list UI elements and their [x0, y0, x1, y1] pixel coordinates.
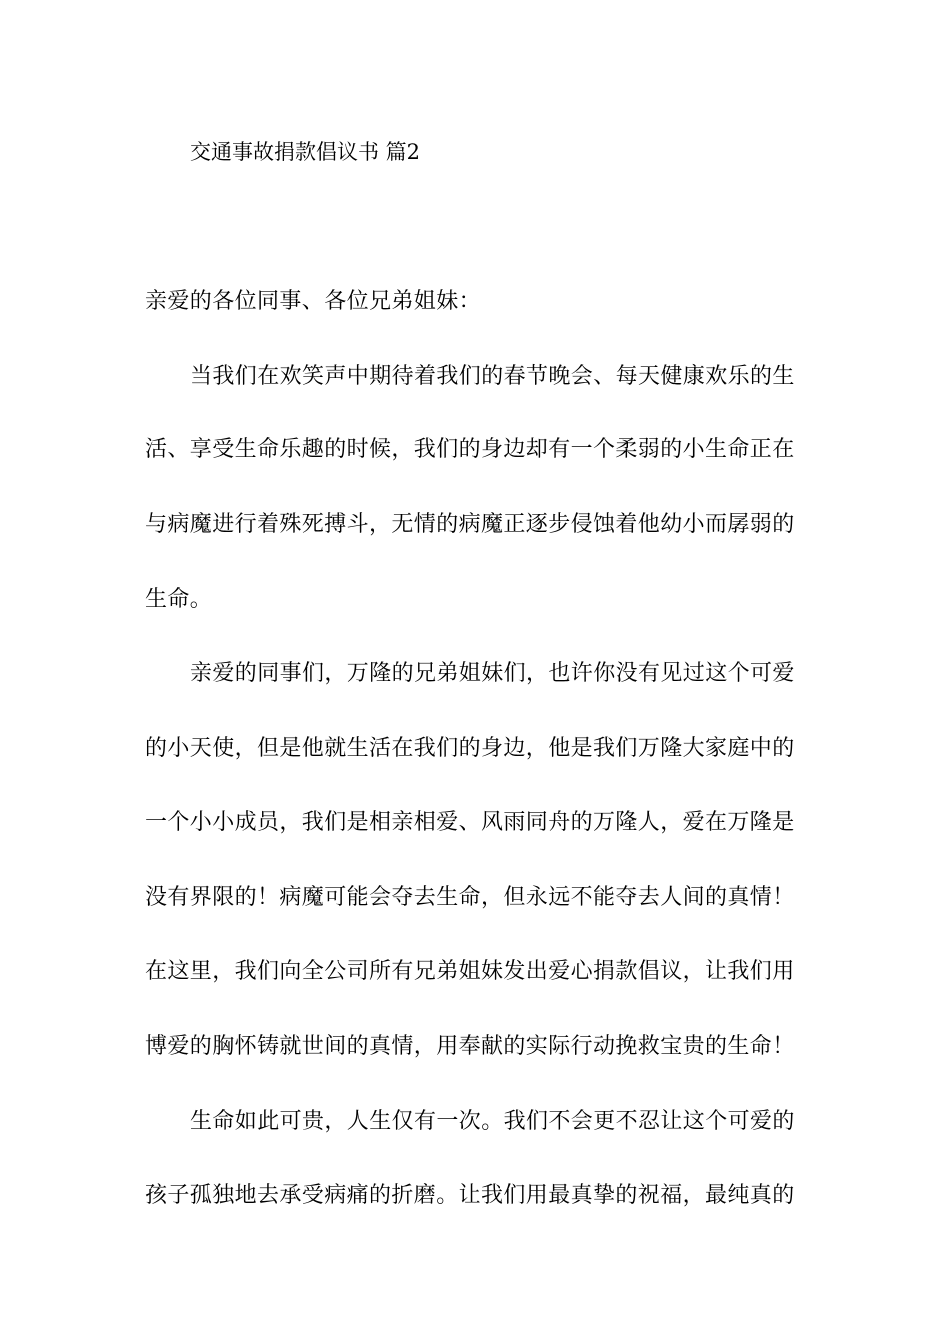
salutation: 亲爱的各位同事、各位兄弟姐妹：	[145, 289, 482, 314]
paragraph-1-line-1: 当我们在欢笑声中期待着我们的春节晚会、每天健康欢乐的生	[190, 364, 795, 389]
paragraph-3-line-1: 生命如此可贵，人生仅有一次。我们不会更不忍让这个可爱的	[190, 1109, 795, 1134]
paragraph-2-line-4: 没有界限的！病魔可能会夺去生命，但永远不能夺去人间的真情！	[145, 885, 795, 910]
paragraph-1-line-2: 活、享受生命乐趣的时候，我们的身边却有一个柔弱的小生命正在	[145, 437, 795, 462]
paragraph-2-line-2: 的小天使，但是他就生活在我们的身边，他是我们万隆大家庭中的	[145, 736, 795, 761]
paragraph-3-line-2: 孩子孤独地去承受病痛的折磨。让我们用最真挚的祝福，最纯真的	[145, 1183, 795, 1208]
paragraph-2-line-6: 博爱的胸怀铸就世间的真情，用奉献的实际行动挽救宝贵的生命！	[145, 1034, 795, 1059]
paragraph-1-line-3: 与病魔进行着殊死搏斗，无情的病魔正逐步侵蚀着他幼小而孱弱的	[145, 512, 795, 537]
document-title: 交通事故捐款倡议书 篇2	[190, 140, 421, 164]
paragraph-2-line-5: 在这里，我们向全公司所有兄弟姐妹发出爱心捐款倡议，让我们用	[145, 959, 795, 984]
paragraph-1-line-4: 生命。	[145, 587, 213, 612]
paragraph-2-line-1: 亲爱的同事们，万隆的兄弟姐妹们，也许你没有见过这个可爱	[190, 661, 795, 686]
paragraph-2-line-3: 一个小小成员，我们是相亲相爱、风雨同舟的万隆人，爱在万隆是	[145, 810, 795, 835]
